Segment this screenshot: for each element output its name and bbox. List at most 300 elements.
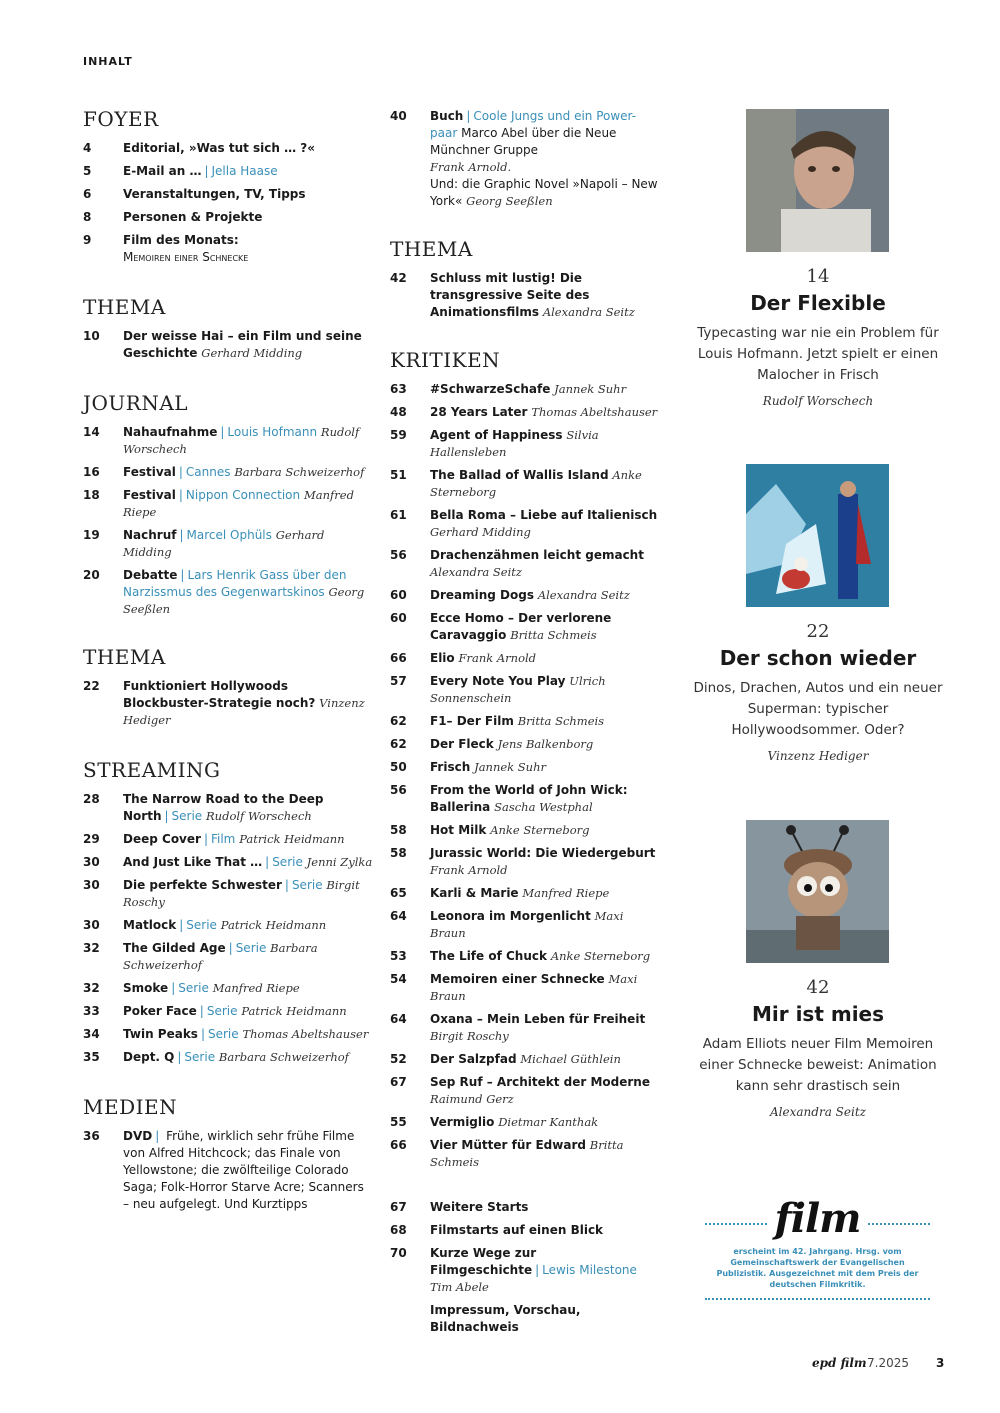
entry-author: Birgit Roschy bbox=[123, 878, 360, 909]
entry-author: Barbara Schweizerhof bbox=[218, 1050, 349, 1064]
entry-page-number: 32 bbox=[83, 981, 100, 995]
toc-entry[interactable] bbox=[390, 1051, 660, 1068]
entry-title: From the World of John Wick: Ballerina bbox=[430, 783, 628, 814]
separator: | bbox=[228, 941, 233, 955]
entry-page-number: 67 bbox=[390, 1075, 407, 1089]
feature-3 bbox=[688, 977, 948, 1119]
entry-page-number: 28 bbox=[83, 792, 100, 806]
entry-title: Oxana – Mein Leben für Freiheit bbox=[430, 1012, 646, 1026]
entry-title: Filmstarts auf einen Blick bbox=[430, 1223, 604, 1237]
entry-text bbox=[430, 1051, 660, 1068]
entry-page-number: 56 bbox=[390, 783, 407, 797]
entry-title: Poker Face bbox=[123, 1004, 197, 1018]
entry-text bbox=[430, 1302, 660, 1336]
entry-page-number: 48 bbox=[390, 405, 407, 419]
entry-page-number: 67 bbox=[390, 1200, 407, 1214]
toc-entry[interactable] bbox=[390, 270, 660, 321]
toc-entry[interactable] bbox=[390, 1222, 660, 1239]
toc-entry[interactable] bbox=[390, 507, 660, 541]
toc-section bbox=[83, 296, 373, 362]
entry-author: Alexandra Seitz bbox=[542, 305, 635, 319]
separator: | bbox=[203, 832, 208, 846]
entry-title: 28 Years Later bbox=[430, 405, 528, 419]
feature-2-title: Der schon wieder bbox=[719, 646, 917, 670]
entry-author: Gerhard Midding bbox=[201, 346, 303, 360]
dotted-rule bbox=[868, 1223, 930, 1225]
separator: | bbox=[535, 1263, 540, 1277]
entry-text bbox=[430, 1074, 660, 1108]
toc-entry[interactable] bbox=[390, 713, 660, 730]
entry-title: Deep Cover bbox=[123, 832, 201, 846]
toc-entry[interactable] bbox=[390, 948, 660, 965]
entry-author: Raimund Gerz bbox=[430, 1092, 514, 1106]
entry-text bbox=[123, 163, 373, 180]
toc-entry[interactable] bbox=[390, 381, 660, 398]
entry-description: Frühe, wirklich sehr frühe Filme von Alfred Hitchcock; das Finale von Yellowstone; die zwölfteilige Colorado Saga; Folk-Horror Starve Acre; Scanners – neu aufgelegt. Und Kurztipps bbox=[123, 1129, 364, 1211]
entry-author: Rudolf Worschech bbox=[206, 809, 312, 823]
entry-text bbox=[123, 1003, 373, 1020]
entry-page-number: 59 bbox=[390, 428, 407, 442]
entry-title: Weitere Starts bbox=[430, 1200, 529, 1214]
entry-text bbox=[123, 424, 373, 458]
toc-entry[interactable] bbox=[390, 673, 660, 707]
entry-page-number: 4 bbox=[83, 141, 92, 155]
entry-tag: Serie bbox=[208, 1027, 239, 1041]
entry-author: Britta Schmeis bbox=[430, 1138, 624, 1169]
entry-text bbox=[123, 186, 373, 203]
section-heading: THEMA bbox=[83, 645, 166, 669]
entry-title: Bella Roma – Liebe auf Italienisch bbox=[430, 508, 658, 522]
entry-title: Der Fleck bbox=[430, 737, 494, 751]
entry-title: And Just Like That … bbox=[123, 855, 263, 869]
entry-text bbox=[123, 917, 373, 934]
page-number: 3 bbox=[936, 1356, 945, 1370]
toc-middle-column bbox=[390, 108, 660, 1346]
feature-1-page: 14 bbox=[806, 266, 830, 287]
entry-text bbox=[430, 547, 660, 581]
entry-page-number: 40 bbox=[390, 109, 407, 123]
entry-page-number: 50 bbox=[390, 760, 407, 774]
entry-author: Rudolf Worschech bbox=[123, 425, 360, 456]
entry-text bbox=[430, 908, 660, 942]
footer-issue: 7.2025 bbox=[867, 1356, 909, 1370]
entry-title: Nahaufnahme bbox=[123, 425, 218, 439]
entry-page-number: 42 bbox=[390, 271, 407, 285]
toc-entry[interactable] bbox=[390, 1074, 660, 1108]
entry-title: The Narrow Road to the Deep North bbox=[123, 792, 324, 823]
toc-entry[interactable] bbox=[83, 209, 373, 226]
separator: | bbox=[265, 855, 270, 869]
entry-page-number: 6 bbox=[83, 187, 92, 201]
entry-text bbox=[430, 1011, 660, 1045]
entry-page-number: 30 bbox=[83, 855, 100, 869]
feature-1-desc: Typecasting war nie ein Problem für Louis Hofmann. Jetzt spielt er einen Malocher in Frisch bbox=[697, 325, 939, 383]
entry-tag: Serie bbox=[206, 1004, 238, 1018]
entry-title: Elio bbox=[430, 651, 455, 665]
film-logo: film bbox=[774, 1195, 861, 1242]
toc-entry[interactable] bbox=[390, 1199, 660, 1216]
entry-title: Festival bbox=[123, 465, 176, 479]
entry-text bbox=[430, 713, 660, 730]
entry-title: The Gilded Age bbox=[123, 941, 226, 955]
entry-title: Buch bbox=[430, 109, 464, 123]
entry-page-number: 53 bbox=[390, 949, 407, 963]
entry-title: The Ballad of Wallis Island bbox=[430, 468, 609, 482]
entry-text bbox=[123, 464, 373, 481]
entry-page-number: 30 bbox=[83, 878, 100, 892]
entry-title: Karli & Marie bbox=[430, 886, 519, 900]
entry-text bbox=[123, 980, 373, 997]
entry-author: Anke Sterneborg bbox=[490, 823, 590, 837]
entry-page-number: 52 bbox=[390, 1052, 407, 1066]
entry-title: Funktioniert Hollywoods Blockbuster-Strategie noch? bbox=[123, 679, 316, 710]
entry-page-number: 54 bbox=[390, 972, 407, 986]
feature-photo-2 bbox=[746, 464, 889, 607]
entry-text bbox=[123, 487, 373, 521]
toc-entry[interactable] bbox=[83, 464, 373, 481]
entry-text bbox=[430, 885, 660, 902]
entry-title: The Life of Chuck bbox=[430, 949, 547, 963]
entry-page-number: 34 bbox=[83, 1027, 100, 1041]
entry-page-number: 16 bbox=[83, 465, 100, 479]
entry-tag: Serie bbox=[291, 878, 323, 892]
entry-tag: Serie bbox=[171, 809, 203, 823]
entry-author: Silvia Hallensleben bbox=[430, 428, 599, 459]
entry-title: Dreaming Dogs bbox=[430, 588, 534, 602]
entry-text bbox=[430, 650, 660, 667]
entry-author: Manfred Riepe bbox=[522, 886, 610, 900]
entry-author: Dietmar Kanthak bbox=[498, 1115, 599, 1129]
entry-author: Jannek Suhr bbox=[554, 382, 627, 396]
entry-title: Vermiglio bbox=[430, 1115, 495, 1129]
entry-page-number: 66 bbox=[390, 651, 407, 665]
separator: | bbox=[220, 425, 225, 439]
toc-entry[interactable] bbox=[390, 650, 660, 667]
entry-text bbox=[430, 404, 660, 421]
toc-entry[interactable] bbox=[83, 678, 373, 729]
toc-entry[interactable] bbox=[83, 980, 373, 997]
entry-text bbox=[430, 673, 660, 707]
entry-author: Birgit Roschy bbox=[430, 1029, 509, 1043]
entry-text bbox=[430, 381, 660, 398]
entry-page-number: 64 bbox=[390, 909, 407, 923]
feature-3-title: Mir ist mies bbox=[751, 1002, 885, 1026]
entry-text bbox=[123, 140, 373, 157]
entry-text bbox=[123, 232, 373, 266]
feature-photo-3 bbox=[746, 820, 889, 963]
separator: | bbox=[284, 878, 289, 892]
entry-author: Anke Sterneborg bbox=[430, 468, 642, 499]
entry-tag: Serie bbox=[272, 855, 303, 869]
toc-entry[interactable] bbox=[83, 940, 373, 974]
entry-author: Frank Arnold bbox=[458, 651, 537, 665]
toc-entry[interactable] bbox=[83, 186, 373, 203]
toc-entry[interactable] bbox=[390, 1137, 660, 1171]
toc-entry[interactable] bbox=[83, 791, 373, 825]
entry-author: Thomas Abeltshauser bbox=[242, 1027, 369, 1041]
entry-title: Memoiren einer Schnecke bbox=[430, 972, 605, 986]
film-logo-block bbox=[705, 1195, 930, 1300]
entry-text bbox=[123, 831, 373, 848]
separator: | bbox=[204, 164, 209, 178]
toc-entry[interactable] bbox=[390, 587, 660, 604]
toc-entry[interactable] bbox=[390, 1302, 660, 1336]
toc-entry[interactable] bbox=[83, 140, 373, 157]
entry-page-number: 20 bbox=[83, 568, 100, 582]
feature-2-desc: Dinos, Drachen, Autos und ein neuer Superman: typischer Hollywoodsommer. Oder? bbox=[693, 680, 943, 738]
toc-entry[interactable] bbox=[83, 567, 373, 618]
toc-entry[interactable] bbox=[390, 1245, 660, 1296]
separator: | bbox=[178, 488, 183, 502]
entry-tag: Coole Jungs und ein Power-paar bbox=[430, 109, 637, 140]
entry-subtitle: Memoiren einer Schnecke bbox=[123, 250, 249, 264]
footer-brand: epd film bbox=[812, 1356, 867, 1370]
entry-page-number: 36 bbox=[83, 1129, 100, 1143]
entry-tag: Cannes bbox=[185, 465, 231, 479]
toc-section bbox=[83, 646, 373, 729]
entry-author: Frank Arnold. bbox=[430, 160, 512, 174]
entry-title: #SchwarzeSchafe bbox=[430, 382, 551, 396]
entry-page-number: 64 bbox=[390, 1012, 407, 1026]
entry-page-number: 65 bbox=[390, 886, 407, 900]
separator: | bbox=[179, 918, 184, 932]
entry-page-number: 62 bbox=[390, 714, 407, 728]
entry-page-number: 55 bbox=[390, 1115, 407, 1129]
toc-section bbox=[390, 1199, 660, 1336]
entry-title: Personen & Projekte bbox=[123, 210, 263, 224]
entry-page-number: 58 bbox=[390, 823, 407, 837]
entry-page-number: 33 bbox=[83, 1004, 100, 1018]
entry-author: Barbara Schweizerhof bbox=[234, 465, 365, 479]
entry-title: Kurze Wege zur Filmgeschichte bbox=[430, 1246, 537, 1277]
toc-entry[interactable] bbox=[83, 424, 373, 458]
entry-page-number: 10 bbox=[83, 329, 100, 343]
entry-author: Frank Arnold bbox=[430, 863, 508, 877]
section-heading: MEDIEN bbox=[83, 1095, 178, 1119]
entry-text bbox=[123, 1128, 373, 1213]
entry-text bbox=[430, 822, 660, 839]
entry-author: Georg Seeßlen bbox=[123, 585, 365, 616]
page-header: INHALT bbox=[83, 55, 133, 68]
toc-entry[interactable] bbox=[83, 527, 373, 561]
entry-text bbox=[430, 971, 660, 1005]
toc-entry[interactable] bbox=[390, 1114, 660, 1131]
toc-entry[interactable] bbox=[390, 822, 660, 839]
entry-author: Alexandra Seitz bbox=[430, 565, 522, 579]
entry-title: Ecce Homo – Der verlorene Caravaggio bbox=[430, 611, 612, 642]
entry-text bbox=[430, 1114, 660, 1131]
entry-title: Nachruf bbox=[123, 528, 177, 542]
entry-title: Sep Ruf – Architekt der Moderne bbox=[430, 1075, 650, 1089]
entry-author: Maxi Braun bbox=[430, 909, 624, 940]
entry-text bbox=[430, 467, 660, 501]
entry-title: Film des Monats: bbox=[123, 233, 239, 247]
toc-entry[interactable] bbox=[390, 467, 660, 501]
entry-text bbox=[430, 427, 660, 461]
entry-title: Veranstaltungen, TV, Tipps bbox=[123, 187, 306, 201]
feature-1-author: Rudolf Worschech bbox=[762, 394, 874, 408]
section-heading: KRITIKEN bbox=[390, 348, 501, 372]
entry-text bbox=[123, 854, 373, 871]
separator: | bbox=[180, 568, 185, 582]
entry-title: Debatte bbox=[123, 568, 178, 582]
entry-page-number: 62 bbox=[390, 737, 407, 751]
toc-section bbox=[390, 108, 660, 210]
toc-entry[interactable] bbox=[390, 845, 660, 879]
toc-entry[interactable] bbox=[83, 917, 373, 934]
toc-entry[interactable] bbox=[390, 736, 660, 753]
entry-tag: Lars Henrik Gass über den Narzissmus des Gegenwartskinos bbox=[123, 568, 347, 599]
entry-author: Patrick Heidmann bbox=[241, 1004, 347, 1018]
entry-page-number: 51 bbox=[390, 468, 407, 482]
entry-title: Jurassic World: Die Wiedergeburt bbox=[430, 846, 656, 860]
feature-3-page: 42 bbox=[806, 977, 830, 998]
entry-author: Anke Sterneborg bbox=[550, 949, 651, 963]
entry-text bbox=[123, 877, 373, 911]
entry-author: Vinzenz Hediger bbox=[123, 696, 365, 727]
entry-text bbox=[430, 1245, 660, 1296]
entry-title: Festival bbox=[123, 488, 176, 502]
entry-author: Patrick Heidmann bbox=[220, 918, 327, 932]
toc-entry[interactable] bbox=[390, 547, 660, 581]
entry-text bbox=[430, 845, 660, 879]
entry-author: Barbara Schweizerhof bbox=[123, 941, 318, 972]
entry-tag: Nippon Connection bbox=[185, 488, 301, 502]
entry-title: Every Note You Play bbox=[430, 674, 566, 688]
entry-page-number: 60 bbox=[390, 611, 407, 625]
entry-text bbox=[430, 948, 660, 965]
entry-author: Manfred Riepe bbox=[212, 981, 300, 995]
feature-photo-1 bbox=[746, 109, 889, 252]
toc-entry[interactable] bbox=[390, 610, 660, 644]
entry-tag: Serie bbox=[184, 1050, 216, 1064]
toc-entry[interactable] bbox=[83, 877, 373, 911]
toc-section bbox=[83, 1096, 373, 1213]
entry-page-number: 56 bbox=[390, 548, 407, 562]
entry-title: Matlock bbox=[123, 918, 177, 932]
toc-entry[interactable] bbox=[390, 782, 660, 816]
toc-entry[interactable] bbox=[83, 1026, 373, 1043]
entry-text bbox=[123, 1049, 373, 1066]
entry-author: Gerhard Midding bbox=[123, 528, 325, 559]
entry-title: E-Mail an … bbox=[123, 164, 202, 178]
entry-text bbox=[123, 527, 373, 561]
toc-entry[interactable] bbox=[83, 831, 373, 848]
separator: | bbox=[155, 1129, 160, 1143]
entry-page-number: 32 bbox=[83, 941, 100, 955]
toc-entry[interactable] bbox=[83, 1128, 373, 1213]
feature-2 bbox=[688, 621, 948, 763]
toc-entry[interactable] bbox=[83, 163, 373, 180]
toc-entry[interactable] bbox=[390, 759, 660, 776]
separator: | bbox=[177, 1050, 182, 1064]
entry-author: Thomas Abeltshauser bbox=[531, 405, 658, 419]
entry-page-number: 5 bbox=[83, 164, 92, 178]
entry-page-number: 9 bbox=[83, 233, 92, 247]
separator: | bbox=[199, 1004, 204, 1018]
entry-title: Der weisse Hai – ein Film und seine Geschichte bbox=[123, 329, 362, 360]
toc-entry[interactable] bbox=[83, 1003, 373, 1020]
entry-page-number: 70 bbox=[390, 1246, 407, 1260]
entry-author: Jenni Zylka bbox=[306, 855, 373, 869]
toc-entry[interactable] bbox=[390, 885, 660, 902]
entry-page-number: 22 bbox=[83, 679, 100, 693]
toc-entry[interactable] bbox=[390, 1011, 660, 1045]
toc-entry[interactable] bbox=[390, 908, 660, 942]
entry-tag: Serie bbox=[235, 941, 267, 955]
entry-title: Editorial, »Was tut sich … ?« bbox=[123, 141, 316, 155]
entry-tag: Serie bbox=[186, 918, 217, 932]
entry-title: Impressum, Vorschau, Bildnachweis bbox=[430, 1303, 581, 1334]
toc-entry[interactable] bbox=[390, 971, 660, 1005]
entry-author: Patrick Heidmann bbox=[239, 832, 345, 846]
entry-author: Sascha Westphal bbox=[494, 800, 593, 814]
entry-title: Frisch bbox=[430, 760, 471, 774]
entry-author: Georg Seeßlen bbox=[466, 194, 553, 208]
entry-title: Hot Milk bbox=[430, 823, 487, 837]
section-heading: THEMA bbox=[390, 237, 473, 261]
feature-3-desc: Adam Elliots neuer Film Memoiren einer Schnecke beweist: Animation kann sehr drastisch sein bbox=[699, 1036, 937, 1094]
feature-1 bbox=[688, 266, 948, 408]
entry-text bbox=[430, 507, 660, 541]
entry-page-number: 57 bbox=[390, 674, 407, 688]
entry-text bbox=[123, 1026, 373, 1043]
entry-title: Leonora im Morgenlicht bbox=[430, 909, 591, 923]
entry-text bbox=[430, 587, 660, 604]
entry-author: Britta Schmeis bbox=[510, 628, 597, 642]
entry-page-number: 63 bbox=[390, 382, 407, 396]
entry-text bbox=[430, 270, 660, 321]
entry-page-number: 60 bbox=[390, 588, 407, 602]
section-heading: STREAMING bbox=[83, 758, 221, 782]
toc-entry[interactable] bbox=[83, 328, 373, 362]
entry-description: Marco Abel über die Neue Münchner Gruppe bbox=[430, 126, 617, 157]
entry-page-number: 29 bbox=[83, 832, 100, 846]
toc-entry[interactable] bbox=[83, 1049, 373, 1066]
toc-entry[interactable] bbox=[83, 232, 373, 266]
entry-description: Und: die Graphic Novel »Napoli – New York« bbox=[430, 177, 658, 208]
entry-author: Maxi Braun bbox=[430, 972, 638, 1003]
entry-title: Twin Peaks bbox=[123, 1027, 198, 1041]
entry-text bbox=[430, 1199, 660, 1216]
entry-title: Dept. Q bbox=[123, 1050, 175, 1064]
feature-2-page: 22 bbox=[806, 621, 830, 642]
section-heading: FOYER bbox=[83, 107, 159, 131]
toc-entry[interactable] bbox=[390, 427, 660, 461]
entry-title: Drachenzähmen leicht gemacht bbox=[430, 548, 644, 562]
toc-entry[interactable] bbox=[83, 854, 373, 871]
feature-3-author: Alexandra Seitz bbox=[770, 1105, 866, 1119]
entry-page-number: 14 bbox=[83, 425, 100, 439]
toc-entry[interactable] bbox=[390, 108, 660, 210]
entry-author: Jannek Suhr bbox=[474, 760, 546, 774]
entry-page-number: 35 bbox=[83, 1050, 100, 1064]
feature-1-title: Der Flexible bbox=[750, 291, 886, 315]
separator: | bbox=[466, 109, 471, 123]
entry-title: Smoke bbox=[123, 981, 169, 995]
entry-title: Agent of Happiness bbox=[430, 428, 563, 442]
entry-title: F1– Der Film bbox=[430, 714, 514, 728]
entry-author: Tim Abele bbox=[430, 1280, 489, 1294]
entry-page-number: 30 bbox=[83, 918, 100, 932]
toc-section bbox=[83, 392, 373, 618]
entry-tag: Serie bbox=[178, 981, 209, 995]
entry-author: Manfred Riepe bbox=[123, 488, 354, 519]
toc-entry[interactable] bbox=[83, 487, 373, 521]
entry-title: Schluss mit lustig! Die transgressive Seite des Animationsfilms bbox=[430, 271, 590, 319]
entry-page-number: 58 bbox=[390, 846, 407, 860]
toc-entry[interactable] bbox=[390, 404, 660, 421]
